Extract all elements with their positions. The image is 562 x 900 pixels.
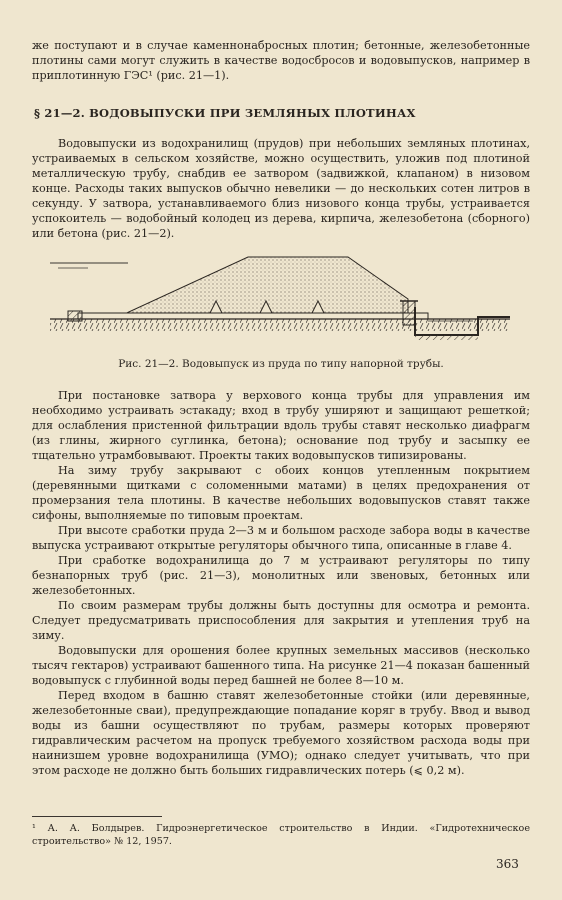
intro-text: же поступают и в случае каменнонабросных плотин; бетонные, железобетонные плотины сами могут служить в качестве водосбросов и водовыпусков, например в приплотинную ГЭС¹ (рис. 21—1). [32,39,530,82]
upstream-apron [68,311,82,321]
intro-paragraph [32,38,530,83]
body-paragraph: Перед входом в башню ставят железобетонные стойки (или деревянные, железобетонные сваи), предупреждающие попадание коряг в трубу. Ввод и вывод воды из башни осуществляют по трубам, размеры которых проверяют гидравлическим расчетом на пропуск требуемого хозяйством расхода воды при наинизшем уровне водохранилища (УМО); однако следует учитывать, что при этом расходе не должно быть больших гидравлических потерь (⩽ 0,2 м). [32,689,530,777]
dam-outlet-figure [48,251,518,361]
paragraph-1 [32,136,530,241]
body-text [32,388,530,778]
body-paragraph: При сработке водохранилища до 7 м устраивают регуляторы по типу безнапорных труб (рис. 21—3), монолитных или звеновых, бетонных или железобетонных. [32,554,530,597]
page-number: 363 [496,857,519,871]
figure-caption: Рис. 21—2. Водовыпуск из пруда по типу напорной трубы. [118,358,444,370]
body-paragraph: Водовыпуски для орошения более крупных земельных массивов (несколько тысяч гектаров) устраивают башенного типа. На рисунке 21—4 показан башенный водовыпуск с глубинной воды перед башней не более 8—10 м. [32,644,530,687]
footnote: ¹ А. А. Болдырев. Гидроэнергетическое строительство в Индии. «Гидротехническое строительство» № 12, 1957. [32,823,530,847]
body-paragraph: При постановке затвора у верхового конца трубы для управления им необходимо устраивать эстакаду; вход в трубу уширяют и защищают решеткой; для ослабления пристенной фильтрации вдоль трубы ставят несколько диафрагм (из глины, жирного суглинка, бетона); основание под трубу и засыпку ее тщательно утрамбовывают. Проекты таких водовыпусков типизированы. [32,389,530,462]
paragraph-1-text: Водовыпуски из водохранилищ (прудов) при небольших земляных плотинах, устраиваемых в сельском хозяйстве, можно осуществить, уложив под плотиной металлическую трубу, снабдив ее затвором (задвижкой, клапаном) в низовом конце. Расходы таких выпусков обычно невелики — до нескольких сотен литров в секунду. У затвора, устанавливаемого близ низового конца трубы, устраивается успокоитель — водобойный колодец из дерева, кирпича, железобетона (сборного) или бетона (рис. 21—2). [32,137,530,240]
body-paragraph: По своим размерам трубы должны быть доступны для осмотра и ремонта. Следует предусматривать приспособления для закрытия и утепления труб на зиму. [32,599,530,642]
body-paragraph: При высоте сработки пруда 2—3 м и большом расходе забора воды в качестве выпуска устраивают открытые регуляторы обычного типа, описанные в главе 4. [32,524,530,552]
section-heading: § 21—2. ВОДОВЫПУСКИ ПРИ ЗЕМЛЯНЫХ ПЛОТИНАХ [34,106,416,120]
outlet-pipe [78,313,428,319]
footnote-divider [32,816,162,817]
body-paragraph: На зиму трубу закрывают с обоих концов утепленным покрытием (деревянными щитками с соломенными матами) в целях предохранения от промерзания тела плотины. В качестве небольших водовыпусков ставят также сифоны, выполняемые по типовым проектам. [32,464,530,522]
water-surface [50,263,128,268]
